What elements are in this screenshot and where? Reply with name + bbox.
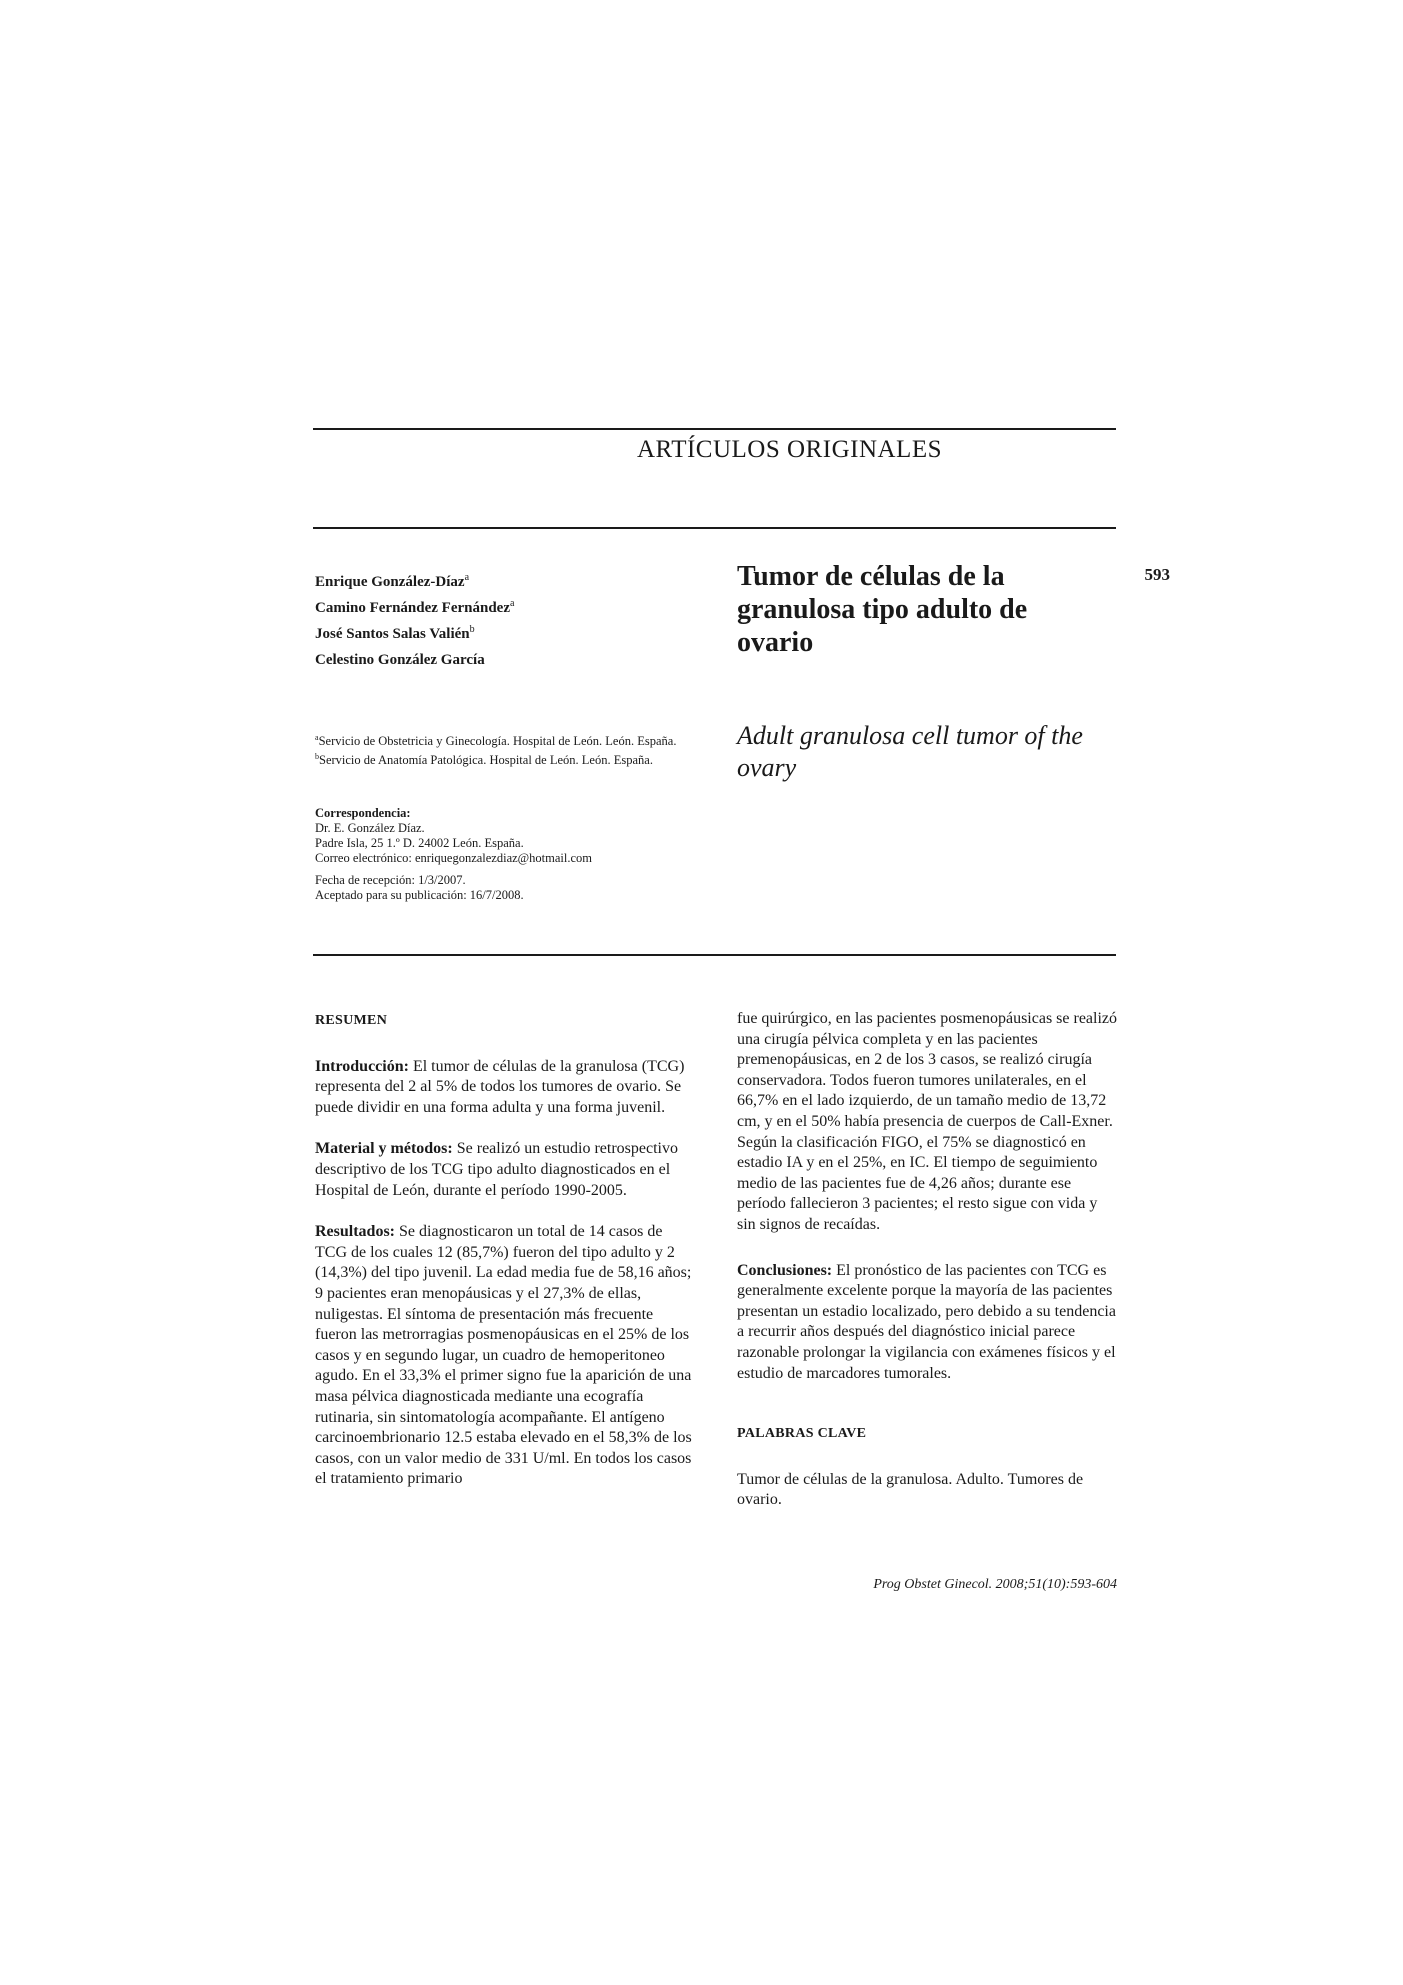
author: Enrique González-Díaz$^a$ bbox=[315, 572, 470, 590]
keywords-heading: PALABRAS CLAVE bbox=[737, 1426, 867, 1442]
page-number: 593 bbox=[1144, 565, 1170, 584]
affiliations bbox=[315, 730, 700, 768]
correspondence-line: Padre Isla, 25 1.º D. 24002 León. España. bbox=[315, 836, 524, 850]
correspondence-email[interactable]: Correo electrónico: enriquegonzalezdiaz@hotmail.com bbox=[315, 851, 593, 865]
article-title-english: Adult granulosa cell tumor of the ovary bbox=[737, 721, 1083, 782]
top-rule bbox=[313, 428, 1116, 430]
abstract-introduction: Introducción: El tumor de células de la granulosa (TCG) representa del 2 al 5% de todos los tumores de ovario. Se puede dividir en una forma adulta y una forma juvenil. bbox=[315, 1057, 685, 1116]
correspondence bbox=[315, 806, 705, 866]
abstract-conclusions: Conclusiones: El pronóstico de las pacientes con TCG es generalmente excelente porque la mayoría de las pacientes presentan un estadio localizado, pero debido a su tendencia a recurrir años después del diagnóstico inicial parece razonable prolongar la vigilancia con exámenes físicos y el estudio de marcadores tumorales. bbox=[737, 1261, 1116, 1382]
section-label: ARTÍCULOS ORIGINALES bbox=[636, 436, 943, 463]
abstract-results: Resultados: Se diagnosticaron un total de 14 casos de TCG de los cuales 12 (85,7%) fueron del tipo adulto y 2 (14,3%) del tipo juvenil. La edad media fue de 58,16 años; 9 pacientes eran menopáusicas y el 27,3% de ellas, nuligestas. El síntoma de presentación más frecuente fueron las metrorragias posmenopáusicas en el 25% de los casos y en segundo lugar, un cuadro de hemoperitoneo agudo. En el 33,3% el primer signo fue la aparición de una masa pélvica diagnosticada mediante una ecografía rutinaria, sin sintomatología acompañante. El antígeno carcinoembrionario 12.5 estaba elevado en el 58,3% de los casos, con un valor medio de 331 U/ml. En todos los casos el tratamiento primario bbox=[315, 1223, 692, 1488]
received-date: Fecha de recepción: 1/3/2007. bbox=[315, 873, 466, 887]
author: José Santos Salas Valién$^b$ bbox=[315, 624, 475, 642]
keywords-text: Tumor de células de la granulosa. Adulto. Tumores de ovario. bbox=[737, 1470, 1084, 1509]
abstract-heading: RESUMEN bbox=[315, 1013, 388, 1028]
accepted-date: Aceptado para su publicación: 16/7/2008. bbox=[315, 888, 524, 902]
article-title-spanish: Tumor de células de la granulosa tipo adulto de ovario bbox=[737, 561, 1028, 658]
correspondence-line: Dr. E. González Díaz. bbox=[315, 821, 425, 835]
abstract-results-continued: fue quirúrgico, en las pacientes posmenopáusicas se realizó una cirugía pélvica completa y en las pacientes premenopáusicas, en 2 de los 3 casos, se realizó cirugía conservadora. Todos fueron tumores unilaterales, en el 66,7% en el lado izquierdo, de un tamaño medio de 13,72 cm, y en el 50% había presencia de cuerpos de Call-Exner. Según la clasificación FIGO, el 75% se diagnosticó en estadio IA y en el 25%, en IC. El tiempo de seguimiento medio de las pacientes fue de 4,26 años; durante ese período fallecieron 3 pacientes; el resto sigue con vida y sin signos de recaídas. bbox=[737, 1010, 1118, 1233]
journal-citation: Prog Obstet Ginecol. 2008;51(10):593-604 bbox=[873, 1577, 1117, 1592]
author-list bbox=[315, 567, 715, 671]
affiliation: $^a$Servicio de Obstetricia y Ginecología. Hospital de León. León. España. bbox=[315, 733, 677, 749]
affiliation: $^b$Servicio de Anatomía Patológica. Hospital de León. León. España. bbox=[315, 752, 653, 768]
author: Celestino González García bbox=[315, 652, 485, 668]
abstract-rule bbox=[313, 954, 1116, 956]
author: Camino Fernández Fernández$^a$ bbox=[315, 598, 515, 616]
abstract-column-right bbox=[737, 1009, 1117, 1532]
publication-dates bbox=[315, 873, 705, 903]
correspondence-heading: Correspondencia: bbox=[315, 806, 411, 820]
abstract-methods: Material y métodos: Se realizó un estudio retrospectivo descriptivo de los TCG tipo adulto diagnosticados en el Hospital de León, durante el período 1990-2005. bbox=[315, 1140, 678, 1199]
header-rule bbox=[313, 527, 1116, 529]
abstract-column-left bbox=[315, 1011, 695, 1511]
